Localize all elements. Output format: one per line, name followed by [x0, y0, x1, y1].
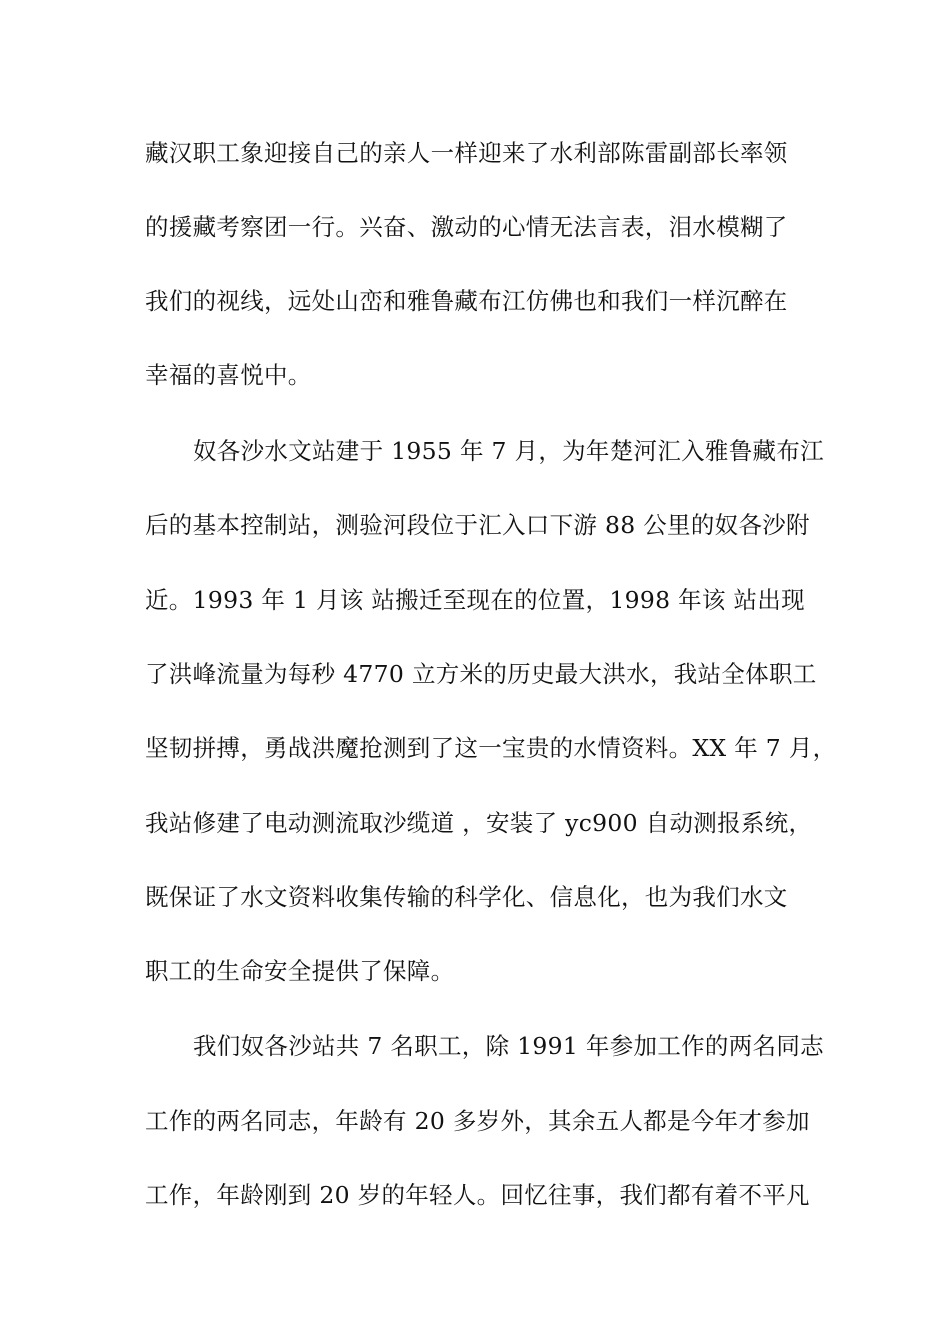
text-line: 我站修建了电动测流取沙缆道 ，安装了 yc900 自动测报系统，	[145, 809, 813, 837]
text-line: 职工的生命安全提供了保障。	[145, 957, 455, 985]
text-line: 近。1993 年 1 月该 站搬迁至现在的位置，1998 年该 站出现	[145, 586, 805, 614]
text-line: 工作的两名同志，年龄有 20 多岁外，其余五人都是今年才参加	[145, 1107, 810, 1135]
text-line: 后的基本控制站，测验河段位于汇入口下游 88 公里的奴各沙附	[145, 511, 810, 539]
text-line: 工作，年龄刚到 20 岁的年轻人。回忆往事，我们都有着不平凡	[145, 1181, 810, 1209]
text-line: 既保证了水文资料收集传输的科学化、信息化，也为我们水文	[145, 883, 788, 911]
text-line: 坚韧拼搏，勇战洪魔抢测到了这一宝贵的水情资料。XX 年 7 月，	[145, 734, 837, 762]
text-line: 的援藏考察团一行。兴奋、激动的心情无法言表，泪水模糊了	[145, 213, 788, 241]
text-line: 幸福的喜悦中。	[145, 361, 312, 389]
text-line: 了洪峰流量为每秒 4770 立方米的历史最大洪水，我站全体职工	[145, 660, 817, 688]
paragraph-first-line: 奴各沙水文站建于 1955 年 7 月，为年楚河汇入雅鲁藏布江	[193, 437, 824, 465]
text-line: 我们的视线，远处山峦和雅鲁藏布江仿佛也和我们一样沉醉在	[145, 287, 788, 315]
paragraph-first-line: 我们奴各沙站共 7 名职工，除 1991 年参加工作的两名同志	[193, 1032, 824, 1060]
text-line: 藏汉职工象迎接自己的亲人一样迎来了水利部陈雷副部长率领	[145, 139, 788, 167]
